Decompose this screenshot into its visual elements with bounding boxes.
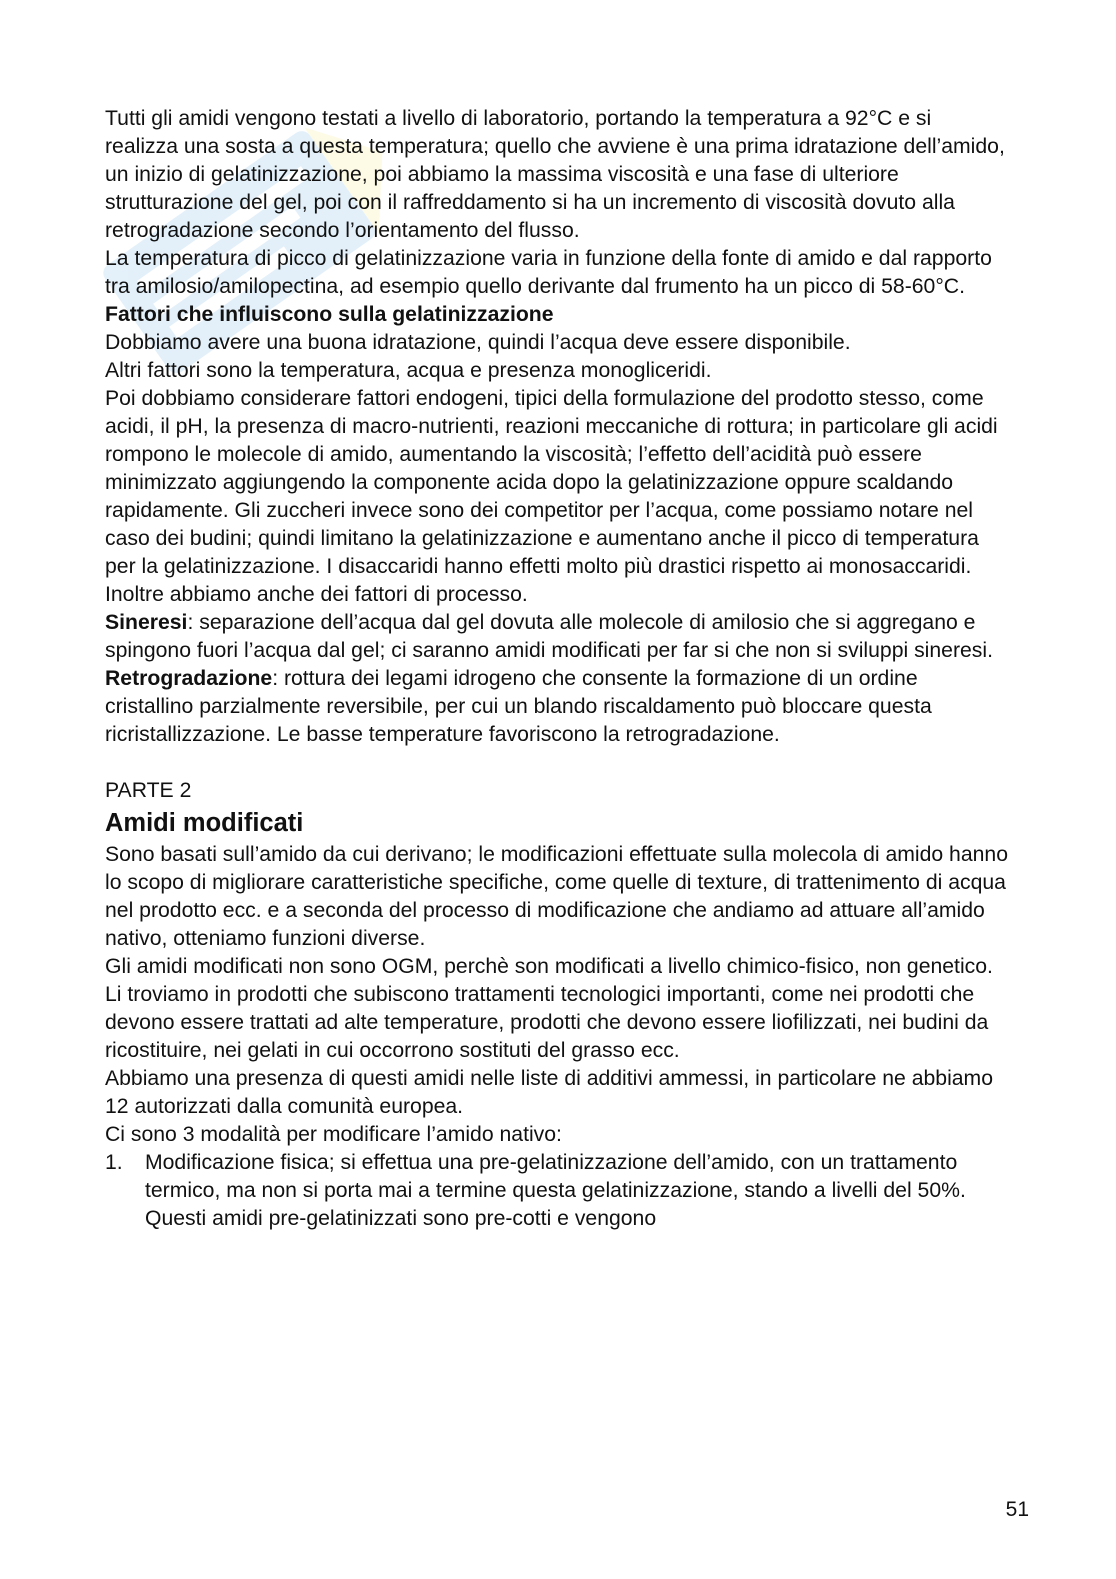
paragraph: Altri fattori sono la temperatura, acqua e presenza monogliceridi. [105,359,712,382]
paragraph: Tutti gli amidi vengono testati a livello di laboratorio, portando la temperatura a 92°C e si realizza una sosta a questa temperatura; quello che avviene è una prima idratazione dell’amido, un inizio di gelatinizzazione, poi abbiamo la massima viscosità e una fase di ulteriore strutturazione del gel, poi con il raffreddamento si ha un incremento di viscosità dovuto alla retrogradazione secondo l’orientamento del flusso. [105,107,1005,242]
page-number: 51 [1005,1498,1029,1521]
list-item-number: 1. [105,1151,123,1174]
paragraph: Abbiamo una presenza di questi amidi nelle liste di additivi ammessi, in particolare ne abbiamo 12 autorizzati dalla comunità europea. [105,1067,993,1118]
definition-text: : rottura dei legami idrogeno che consente la formazione di un ordine cristallino parzialmente reversibile, per cui un blando riscaldamento può bloccare questa ricristallizzazione. Le basse temperature favoriscono la retrogradazione. [105,667,932,746]
numbered-list [105,1149,1010,1233]
definition-retrogradazione [105,665,1010,749]
paragraph: Dobbiamo avere una buona idratazione, quindi l’acqua deve essere disponibile. [105,331,851,354]
paragraph: Gli amidi modificati non sono OGM, perchè son modificati a livello chimico-fisico, non genetico. [105,955,993,978]
list-item [105,1149,1010,1233]
paragraph: Li troviamo in prodotti che subiscono trattamenti tecnologici importanti, come nei prodotti che devono essere trattati ad alte temperature, prodotti che devono essere liofilizzati, nei budini da ricostituire, nei gelati in cui occorrono sostituti del grasso ecc. [105,983,989,1062]
definition-term: Retrogradazione [105,667,273,690]
paragraph: Ci sono 3 modalità per modificare l’amido nativo: [105,1123,562,1146]
subheading-factors: Fattori che influiscono sulla gelatinizzazione [105,303,554,326]
definition-text: : separazione dell’acqua dal gel dovuta alle molecole di amilosio che si aggregano e spingono fuori l’acqua dal gel; ci saranno amidi modificati per far si che non si sviluppi sineresi. [105,611,993,662]
paragraph: Inoltre abbiamo anche dei fattori di processo. [105,583,528,606]
paragraph: Sono basati sull’amido da cui derivano; le modificazioni effettuate sulla molecola di amido hanno lo scopo di migliorare caratteristiche specifiche, come quelle di texture, di trattenimento di acqua nel prodotto ecc. e a seconda del processo di modificazione che andiamo ad attuare all’amido nativo, otteniamo funzioni diverse. [105,843,1008,950]
definition-sineresi [105,609,1010,665]
definition-term: Sineresi [105,611,188,634]
document-page [105,105,1010,1233]
section-title: Amidi modificati [105,809,304,837]
paragraph: La temperatura di picco di gelatinizzazione varia in funzione della fonte di amido e dal rapporto tra amilosio/amilopectina, ad esempio quello derivante dal frumento ha un picco di 58-60°C. [105,247,992,298]
part-label: PARTE 2 [105,779,192,802]
list-item-text: Modificazione fisica; si effettua una pre-gelatinizzazione dell’amido, con un trattamento termico, ma non si porta mai a termine questa gelatinizzazione, stando a livelli del 50%. Questi amidi pre-gelatinizzati sono pre-cotti e vengono [145,1151,966,1230]
paragraph: Poi dobbiamo considerare fattori endogeni, tipici della formulazione del prodotto stesso, come acidi, il pH, la presenza di macro-nutrienti, reazioni meccaniche di rottura; in particolare gli acidi rompono le molecole di amido, aumentando la viscosità; l’effetto dell’acidità può essere minimizzato aggiungendo la componente acida dopo la gelatinizzazione oppure scaldando rapidamente. Gli zuccheri invece sono dei competitor per l’acqua, come possiamo notare nel caso dei budini; quindi limitano la gelatinizzazione e aumentano anche il picco di temperatura per la gelatinizzazione. I disaccaridi hanno effetti molto più drastici rispetto ai monosaccaridi. [105,387,998,578]
